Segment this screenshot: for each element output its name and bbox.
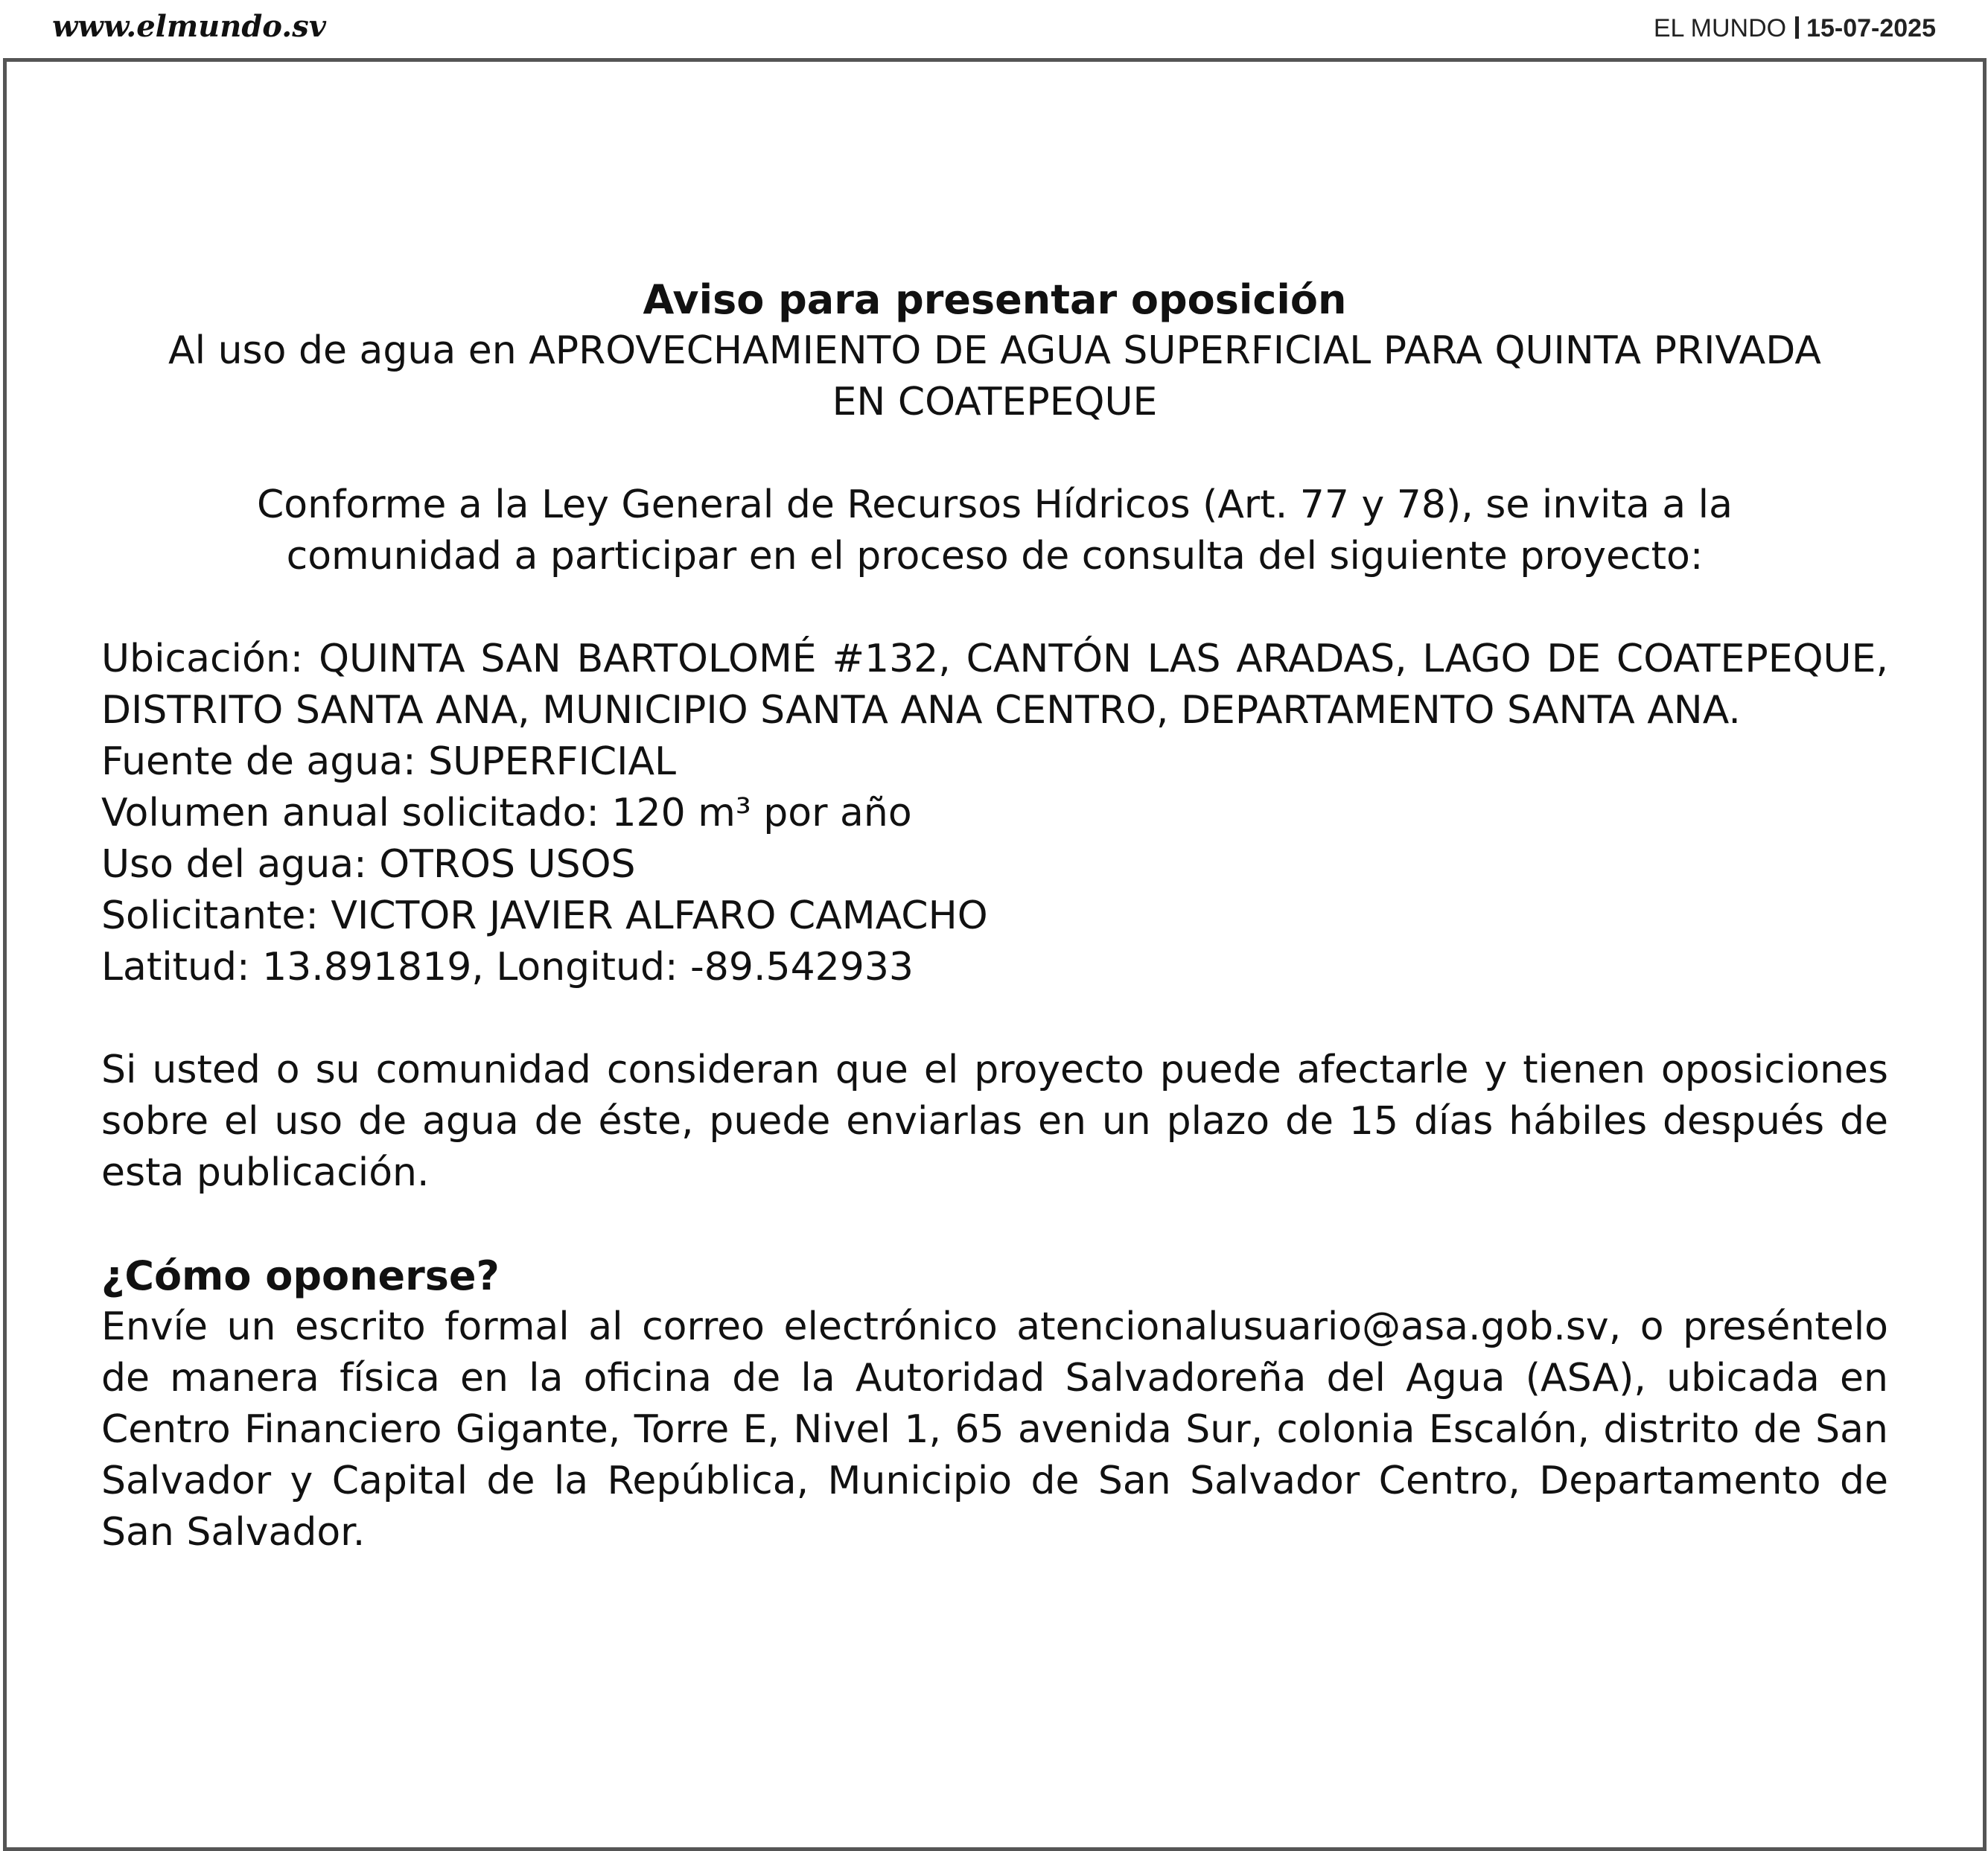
publication-date: 15-07-2025 bbox=[1806, 14, 1936, 42]
how-to-oppose-section bbox=[101, 1250, 1888, 1558]
coordinates: Latitud: 13.891819, Longitud: -89.542933 bbox=[101, 945, 914, 990]
publication-info bbox=[1654, 10, 1936, 46]
separator-bar bbox=[1795, 16, 1799, 39]
project-details bbox=[101, 634, 1888, 993]
opposition-section bbox=[101, 1045, 1888, 1199]
notice-content bbox=[101, 274, 1888, 1558]
how-to-oppose-title: ¿Cómo oponerse? bbox=[101, 1252, 500, 1299]
project-location: Ubicación: QUINTA SAN BARTOLOMÉ #132, CANTÓN LAS ARADAS, LAGO DE COATEPEQUE, DISTRITO SANTA ANA, MUNICIPIO SANTA ANA CENTRO, DEPARTAMENTO SANTA ANA. bbox=[101, 637, 1888, 733]
water-use: Uso del agua: OTROS USOS bbox=[101, 842, 636, 887]
water-source: Fuente de agua: SUPERFICIAL bbox=[101, 739, 677, 784]
page-header bbox=[0, 0, 1988, 58]
how-to-oppose-text: Envíe un escrito formal al correo electrónico atencionalusuario@asa.gob.sv, o preséntelo de manera física en la oficina de la Autoridad Salvadoreña del Agua (ASA), ubicada en Centro Financiero Gigante, Torre E, Nivel 1, 65 avenida Sur, colonia Escalón, distrito de San Salvador y Capital de la República, Municipio de San Salvador Centro, Departamento de San Salvador. bbox=[101, 1304, 1888, 1555]
annual-volume: Volumen anual solicitado: 120 m³ por año bbox=[101, 791, 912, 835]
notice-title: Aviso para presentar oposición bbox=[643, 276, 1347, 323]
notice-intro: Conforme a la Ley General de Recursos Hídricos (Art. 77 y 78), se invita a la comunidad a participar en el proceso de consulta del siguiente proyecto: bbox=[257, 482, 1733, 579]
publication-name: EL MUNDO bbox=[1653, 14, 1787, 42]
opposition-text: Si usted o su comunidad consideran que el proyecto puede afectarle y tienen oposiciones sobre el uso de agua de éste, puede enviarlas en un plazo de 15 días hábiles después de esta publicación. bbox=[101, 1048, 1888, 1195]
site-url[interactable]: www.elmundo.sv bbox=[52, 9, 326, 44]
notice-subtitle: Al uso de agua en APROVECHAMIENTO DE AGUA SUPERFICIAL PARA QUINTA PRIVADA EN COATEPEQUE bbox=[168, 328, 1821, 424]
applicant: Solicitante: VICTOR JAVIER ALFARO CAMACHO bbox=[101, 893, 988, 938]
